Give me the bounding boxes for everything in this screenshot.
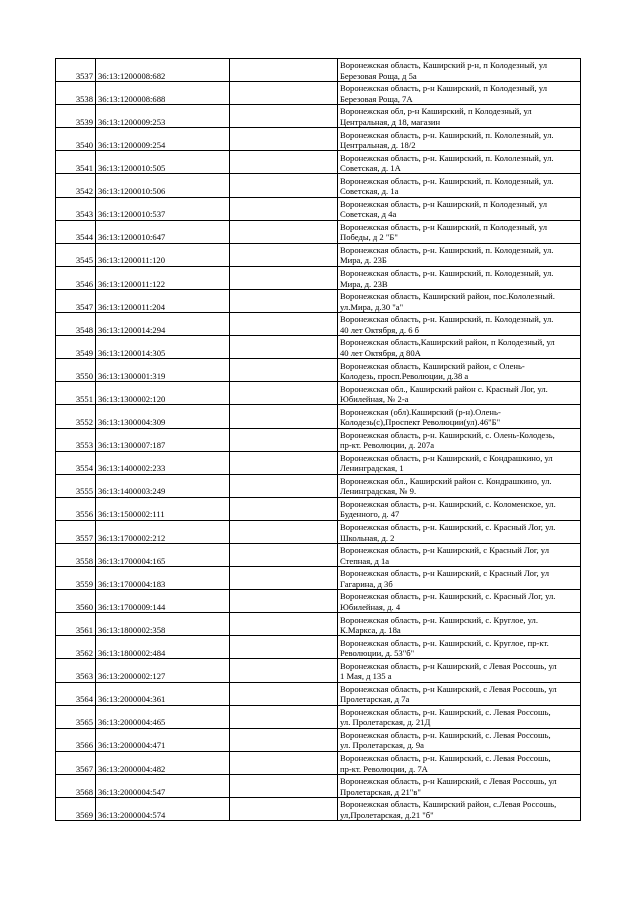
address-line-1: Воронежская область, р-н Каширский, с Левая Россошь, ул [340, 683, 557, 694]
address-cell [338, 520, 581, 543]
cadastral-number-cell: 36:13:1200010:537 [96, 197, 230, 220]
address-line-1: Воронежская область, р-н Каширский, п Колодезный, ул [340, 198, 548, 209]
address-line-1: Воронежская область, р-н Каширский, с Красный Лог, ул [340, 545, 549, 556]
empty-cell [230, 336, 338, 359]
address-line-2: Центральная, д. 18/2 [340, 139, 416, 150]
address-cell [338, 497, 581, 520]
address-line-1: Воронежская обл., Каширский район с. Красный Лог, ул. [340, 383, 548, 394]
address-line-2: Школьная, д. 2 [340, 532, 395, 543]
address-cell [338, 105, 581, 128]
address-line-1: Воронежская обл, р-н Каширский, п Колодезный, ул [340, 106, 532, 117]
address-cell [338, 705, 581, 728]
address-line-1: Воронежская область, р-н. Каширский, с. Левая Россошь, [340, 706, 551, 717]
address-cell [338, 197, 581, 220]
cadastral-number-cell: 36:13:1700004:165 [96, 543, 230, 566]
empty-cell [230, 313, 338, 336]
address-line-1: Воронежская область, Каширский район, с.Левая Россошь, [340, 799, 557, 810]
cadastral-number-cell: 36:13:1200008:688 [96, 82, 230, 105]
row-number-cell: 3564 [56, 682, 96, 705]
address-line-1: Воронежская область, р-н. Каширский, п. Кололезный, ул. [340, 129, 554, 140]
address-line-2: Ленинградская, № 9. [340, 486, 417, 497]
address-line-1: Воронежская область, р-н. Каширский, с. Красный Лог, ул. [340, 522, 556, 533]
empty-cell [230, 359, 338, 382]
table-row [56, 128, 581, 151]
row-number-cell: 3556 [56, 497, 96, 520]
address-line-2: Колодезь, просп.Революции, д.38 а [340, 370, 469, 381]
table-row [56, 751, 581, 774]
address-cell [338, 728, 581, 751]
address-line-1: Воронежская (обл).Каширский (р-н).Олень- [340, 406, 501, 417]
address-cell [338, 543, 581, 566]
address-cell [338, 751, 581, 774]
row-number-cell: 3557 [56, 520, 96, 543]
address-cell [338, 613, 581, 636]
address-cell [338, 128, 581, 151]
row-number-cell: 3541 [56, 151, 96, 174]
address-cell [338, 359, 581, 382]
empty-cell [230, 428, 338, 451]
cadastral-number-cell: 36:13:1400003:249 [96, 474, 230, 497]
table-row [56, 289, 581, 312]
cadastral-number-cell: 36:13:2000004:361 [96, 682, 230, 705]
empty-cell [230, 197, 338, 220]
empty-cell [230, 105, 338, 128]
address-line-2: 40 лет Октября, д 80А [340, 347, 421, 358]
row-number-cell: 3545 [56, 243, 96, 266]
address-line-2: Буденного, д. 47 [340, 509, 400, 520]
address-line-1: Воронежская область, р-н. Каширский, с. Круглое, пр-кт. [340, 637, 549, 648]
cadastral-number-cell: 36:13:2000004:574 [96, 798, 230, 821]
empty-cell [230, 705, 338, 728]
table-row [56, 613, 581, 636]
table-row [56, 313, 581, 336]
address-line-2: Гагарина, д 3б [340, 578, 393, 589]
row-number-cell: 3563 [56, 659, 96, 682]
address-line-2: Мира, д. 23В [340, 278, 388, 289]
address-line-1: Воронежская область, р-н Каширский, с Левая Россошь, ул [340, 776, 557, 787]
address-cell [338, 774, 581, 797]
table-row [56, 336, 581, 359]
empty-cell [230, 520, 338, 543]
address-line-1: Воронежская область, р-н. Каширский, с. Коломенское, ул. [340, 499, 556, 510]
row-number-cell: 3540 [56, 128, 96, 151]
address-line-2: ул,Пролетарская, д.21 "б" [340, 809, 434, 820]
address-cell [338, 289, 581, 312]
row-number-cell: 3568 [56, 774, 96, 797]
cadastral-number-cell: 36:13:1700002:212 [96, 520, 230, 543]
document-page [55, 58, 580, 821]
table-row [56, 428, 581, 451]
row-number-cell: 3551 [56, 382, 96, 405]
table-row [56, 774, 581, 797]
address-cell [338, 798, 581, 821]
address-line-1: Воронежская область, р-н. Каширский, с. Круглое, ул. [340, 614, 538, 625]
address-line-1: Воронежская область, р-н. Каширский, с. Олень-Колодезь, [340, 429, 555, 440]
empty-cell [230, 151, 338, 174]
address-cell [338, 590, 581, 613]
table-row [56, 405, 581, 428]
registry-table-body [56, 59, 581, 821]
table-row [56, 266, 581, 289]
cadastral-number-cell: 36:13:1200009:253 [96, 105, 230, 128]
empty-cell [230, 451, 338, 474]
empty-cell [230, 636, 338, 659]
cadastral-number-cell: 36:13:2000004:547 [96, 774, 230, 797]
address-cell [338, 474, 581, 497]
row-number-cell: 3569 [56, 798, 96, 821]
table-row [56, 359, 581, 382]
address-cell [338, 567, 581, 590]
cadastral-number-cell: 36:13:1200011:120 [96, 243, 230, 266]
cadastral-number-cell: 36:13:2000004:465 [96, 705, 230, 728]
address-line-1: Воронежская область, р-н. Каширский, п. Колодезный, ул. [340, 314, 554, 325]
address-line-1: Воронежская область, р-н. Каширский, п. Колодезный, ул. [340, 268, 554, 279]
address-cell [338, 243, 581, 266]
row-number-cell: 3567 [56, 751, 96, 774]
cadastral-number-cell: 36:13:1300001:319 [96, 359, 230, 382]
empty-cell [230, 798, 338, 821]
cadastral-number-cell: 36:13:1300007:187 [96, 428, 230, 451]
address-cell [338, 336, 581, 359]
address-line-2: пр-кт. Революции, д. 207а [340, 440, 435, 451]
address-cell [338, 174, 581, 197]
address-line-1: Воронежская область, р-н Каширский, с Красный Лог, ул [340, 568, 549, 579]
cadastral-number-cell: 36:13:1200011:204 [96, 289, 230, 312]
table-row [56, 705, 581, 728]
address-line-2: К.Маркса, д. 18а [340, 624, 401, 635]
row-number-cell: 3559 [56, 567, 96, 590]
empty-cell [230, 659, 338, 682]
address-line-2: Мира, д. 23Б [340, 255, 387, 266]
table-row [56, 520, 581, 543]
address-cell [338, 266, 581, 289]
row-number-cell: 3552 [56, 405, 96, 428]
table-row [56, 497, 581, 520]
row-number-cell: 3549 [56, 336, 96, 359]
table-row [56, 567, 581, 590]
empty-cell [230, 590, 338, 613]
cadastral-number-cell: 36:13:1200008:682 [96, 59, 230, 82]
cadastral-number-cell: 36:13:1200010:506 [96, 174, 230, 197]
row-number-cell: 3565 [56, 705, 96, 728]
table-row [56, 105, 581, 128]
table-row [56, 659, 581, 682]
cadastral-number-cell: 36:13:1200014:294 [96, 313, 230, 336]
address-line-1: Воронежская область, Каширский район, с Олень- [340, 360, 525, 371]
cadastral-number-cell: 36:13:1300004:309 [96, 405, 230, 428]
address-line-2: Ленинградская, 1 [340, 463, 404, 474]
address-line-2: Пролетарская, д 21"в" [340, 786, 421, 797]
row-number-cell: 3561 [56, 613, 96, 636]
address-line-1: Воронежская область, р-н. Каширский, п. Кололезный, ул. [340, 152, 554, 163]
cadastral-number-cell: 36:13:2000004:482 [96, 751, 230, 774]
address-line-2: Юбилейная, д. 4 [340, 601, 401, 612]
address-cell [338, 428, 581, 451]
empty-cell [230, 543, 338, 566]
cadastral-number-cell: 36:13:1200011:122 [96, 266, 230, 289]
empty-cell [230, 774, 338, 797]
address-line-1: Воронежская область, р-н Каширский, п Колодезный, ул [340, 221, 548, 232]
address-line-2: Березовая Роща, д 5а [340, 70, 417, 81]
address-cell [338, 151, 581, 174]
row-number-cell: 3566 [56, 728, 96, 751]
empty-cell [230, 474, 338, 497]
address-line-2: Победы, д 2 "Б" [340, 232, 398, 243]
empty-cell [230, 567, 338, 590]
empty-cell [230, 682, 338, 705]
empty-cell [230, 382, 338, 405]
table-row [56, 59, 581, 82]
address-line-2: Колодезь(с),Проспект Революции(ул).46"Б" [340, 417, 501, 428]
address-cell [338, 659, 581, 682]
address-cell [338, 220, 581, 243]
row-number-cell: 3562 [56, 636, 96, 659]
table-row [56, 243, 581, 266]
table-row [56, 197, 581, 220]
row-number-cell: 3548 [56, 313, 96, 336]
table-row [56, 474, 581, 497]
address-line-2: ул. Пролетарская, д. 9а [340, 740, 424, 751]
address-cell [338, 382, 581, 405]
row-number-cell: 3543 [56, 197, 96, 220]
empty-cell [230, 174, 338, 197]
address-line-2: Березовая Роща, 7А [340, 93, 413, 104]
address-line-2: пр-кт. Революции, д. 7А [340, 763, 428, 774]
address-line-2: Революции, д. 53"б" [340, 648, 415, 659]
table-row [56, 220, 581, 243]
table-row [56, 682, 581, 705]
address-line-2: Пролетарская, д 7а [340, 694, 410, 705]
table-row [56, 174, 581, 197]
address-cell [338, 636, 581, 659]
address-line-1: Воронежская область, р-н. Каширский, с. Левая Россошь, [340, 730, 551, 740]
empty-cell [230, 497, 338, 520]
empty-cell [230, 59, 338, 82]
cadastral-number-cell: 36:13:1800002:484 [96, 636, 230, 659]
row-number-cell: 3546 [56, 266, 96, 289]
table-row [56, 82, 581, 105]
address-line-1: Воронежская область, Каширский район, пос.Кололезный. [340, 291, 555, 302]
cadastral-number-cell: 36:13:1200010:505 [96, 151, 230, 174]
table-row [56, 590, 581, 613]
empty-cell [230, 289, 338, 312]
cadastral-number-cell: 36:13:1700009:144 [96, 590, 230, 613]
row-number-cell: 3553 [56, 428, 96, 451]
row-number-cell: 3560 [56, 590, 96, 613]
address-line-1: Воронежская область, р-н. Каширский, п. Колодезный, ул. [340, 175, 554, 186]
address-cell [338, 313, 581, 336]
address-line-2: Советская, д. 1А [340, 163, 401, 174]
address-line-2: Юбилейная, № 2-а [340, 394, 409, 404]
cadastral-number-cell: 36:13:1200009:254 [96, 128, 230, 151]
empty-cell [230, 82, 338, 105]
row-number-cell: 3542 [56, 174, 96, 197]
address-cell [338, 451, 581, 474]
address-line-2: 1 Мая, д 135 а [340, 671, 392, 682]
empty-cell [230, 751, 338, 774]
empty-cell [230, 220, 338, 243]
address-line-1: Воронежская область, р-н Каширский, с Левая Россошь, ул [340, 660, 557, 671]
table-row [56, 451, 581, 474]
address-line-2: Степная, д 1а [340, 555, 390, 566]
table-row [56, 543, 581, 566]
table-row [56, 636, 581, 659]
address-line-2: Центральная, д 18, магазин [340, 116, 441, 127]
address-line-2: 40 лет Октября, д. 6 б [340, 324, 420, 335]
table-row [56, 382, 581, 405]
address-cell [338, 82, 581, 105]
address-line-1: Воронежская обл., Каширский район с. Кондрашкино, ул. [340, 475, 552, 486]
row-number-cell: 3544 [56, 220, 96, 243]
table-row [56, 798, 581, 821]
row-number-cell: 3554 [56, 451, 96, 474]
empty-cell [230, 728, 338, 751]
empty-cell [230, 243, 338, 266]
address-cell [338, 405, 581, 428]
empty-cell [230, 128, 338, 151]
row-number-cell: 3550 [56, 359, 96, 382]
address-cell [338, 59, 581, 82]
address-line-2: ул. Пролетарская, д. 21Д [340, 717, 431, 728]
address-line-1: Воронежская область,Каширский район, п Колодезный, ул [340, 337, 555, 348]
row-number-cell: 3539 [56, 105, 96, 128]
address-line-2: ул.Мира, д.30 "а" [340, 301, 404, 312]
address-line-1: Воронежская область, р-н. Каширский, с. Левая Россошь, [340, 753, 551, 764]
row-number-cell: 3537 [56, 59, 96, 82]
cadastral-number-cell: 36:13:1400002:233 [96, 451, 230, 474]
cadastral-number-cell: 36:13:1700004:183 [96, 567, 230, 590]
address-line-1: Воронежская область, Каширский р-н, п Колодезный, ул [340, 60, 548, 71]
address-line-2: Советская, д. 1а [340, 186, 399, 197]
table-row [56, 728, 581, 751]
cadastral-number-cell: 36:13:1200014:305 [96, 336, 230, 359]
row-number-cell: 3547 [56, 289, 96, 312]
address-cell [338, 682, 581, 705]
address-line-1: Воронежская область, р-н Каширский, с Кондрашкино, ул [340, 452, 553, 463]
empty-cell [230, 405, 338, 428]
empty-cell [230, 266, 338, 289]
cadastral-number-cell: 36:13:1200010:647 [96, 220, 230, 243]
address-line-1: Воронежская область, р-н. Каширский, с. Красный Лог, ул. [340, 591, 556, 602]
row-number-cell: 3555 [56, 474, 96, 497]
address-line-2: Советская, д 4а [340, 209, 397, 220]
address-line-1: Воронежская область, р-н. Каширский, п. Колодезный, ул. [340, 245, 554, 256]
cadastral-number-cell: 36:13:2000002:127 [96, 659, 230, 682]
cadastral-number-cell: 36:13:2000004:471 [96, 728, 230, 751]
registry-table [55, 58, 581, 821]
cadastral-number-cell: 36:13:1300002:120 [96, 382, 230, 405]
row-number-cell: 3538 [56, 82, 96, 105]
cadastral-number-cell: 36:13:1500002:111 [96, 497, 230, 520]
empty-cell [230, 613, 338, 636]
address-line-1: Воронежская область, р-н Каширский, п Колодезный, ул [340, 83, 548, 94]
cadastral-number-cell: 36:13:1800002:358 [96, 613, 230, 636]
row-number-cell: 3558 [56, 543, 96, 566]
table-row [56, 151, 581, 174]
